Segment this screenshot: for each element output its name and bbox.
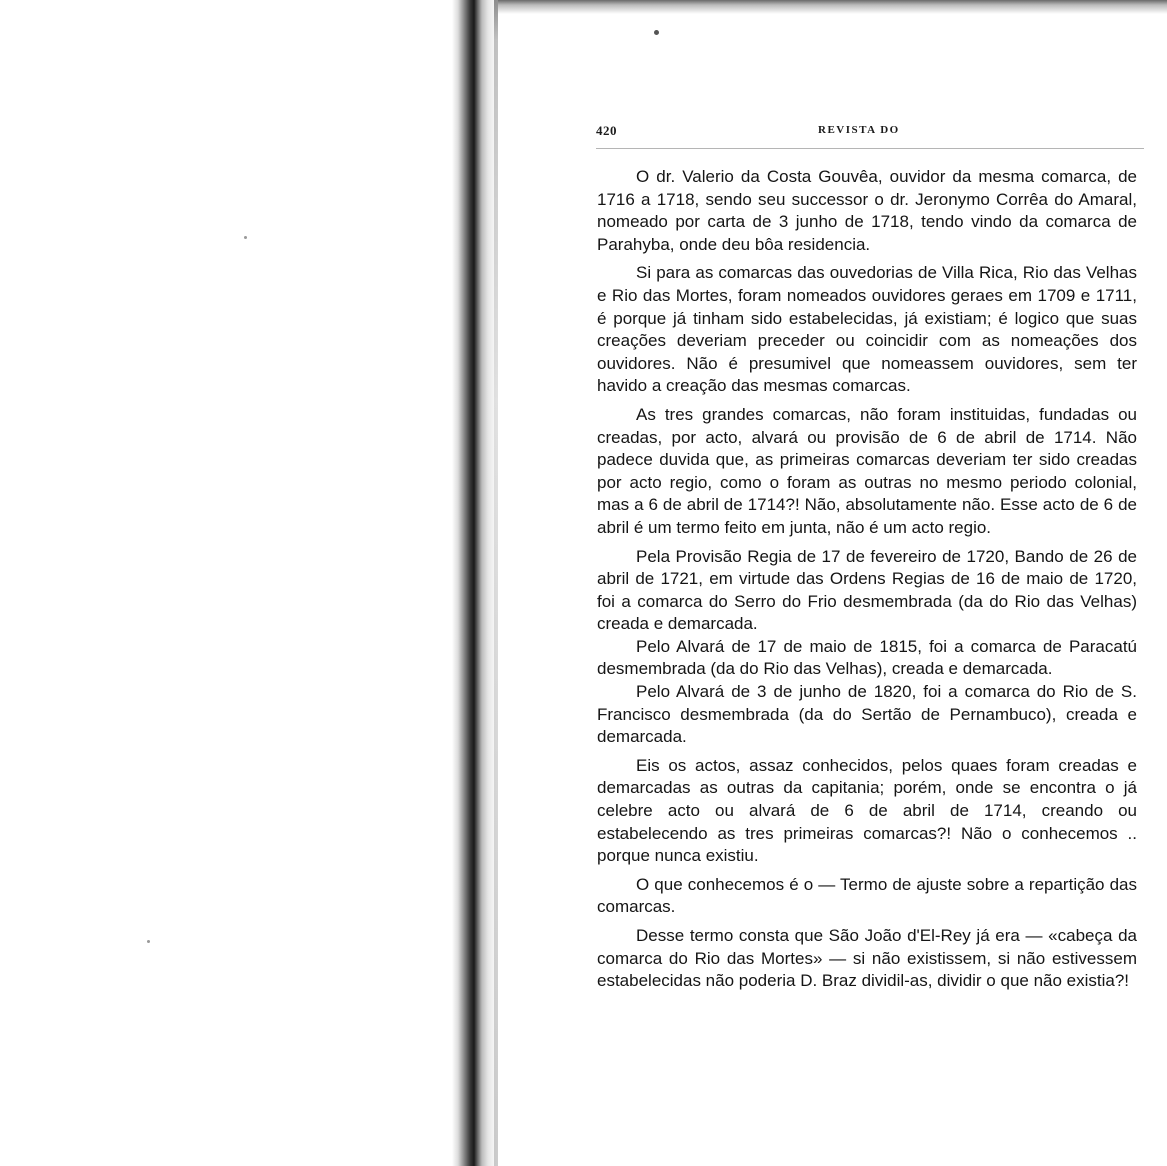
header-rule [596, 148, 1144, 149]
page-number: 420 [596, 123, 617, 138]
paragraph: Eis os actos, assaz conhecidos, pelos quaes foram creadas e demarcadas as outras da capitania; porém, onde se encontra o já celebre acto ou alvará de 6 de abril de 1714, creando ou estabelecendo as tres primeiras comarcas?! Não o conhecemos .. porque nunca existiu. [597, 755, 1137, 866]
blank-left-page [0, 0, 455, 1166]
paragraph: Pela Provisão Regia de 17 de fevereiro de 1720, Bando de 26 de abril de 1721, em virtude das Ordens Regias de 16 de maio de 1720, foi a comarca do Serro do Frio desmembrada (da do Rio das Velhas) creada e demarcada. [597, 546, 1137, 634]
paragraph: Pelo Alvará de 3 de junho de 1820, foi a comarca do Rio de S. Francisco desmembrada (da do Sertão de Pernambuco), creada e demarcada. [597, 682, 1137, 747]
book-binding-gutter [452, 0, 498, 1166]
body-text [597, 166, 1137, 999]
running-header [596, 123, 1144, 141]
ink-mark [654, 30, 659, 35]
page-top-edge-shadow [498, 0, 1167, 14]
paragraph: Desse termo consta que São João d'El-Rey já era — «cabeça da comarca do Rio das Mortes» — si não existissem, si não estivessem estabelecidas não poderia D. Braz dividil-as, dividir o que não existia?! [597, 926, 1137, 991]
paragraph: O que conhecemos é o — Termo de ajuste sobre a repartição das comarcas. [597, 874, 1137, 917]
paper-speck [244, 236, 247, 239]
paper-speck [147, 940, 150, 943]
paragraph: Si para as comarcas das ouvedorias de Villa Rica, Rio das Velhas e Rio das Mortes, foram nomeados ouvidores geraes em 1709 e 1711, é porque já tinham sido estabelecidas, já existiam; é logico que suas creações deveriam preceder ou coincidir com as nomeações dos ouvidores. Não é presumivel que nomeassem ouvidores, sem ter havido a creação das mesmas comarcas. [597, 263, 1137, 396]
paragraph: O dr. Valerio da Costa Gouvêa, ouvidor da mesma comarca, de 1716 a 1718, sendo seu successor o dr. Jeronymo Corrêa do Amaral, nomeado por carta de 3 junho de 1718, tendo vindo da comarca de Parahyba, onde deu bôa residencia. [597, 167, 1137, 254]
paragraph: As tres grandes comarcas, não foram instituidas, fundadas ou creadas, por acto, alvará ou provisão de 6 de abril de 1714. Não padece duvida que, as primeiras comarcas deveriam ter sido creadas por acto regio, como o foram as outras no mesmo periodo colonial, mas a 6 de abril de 1714?! Não, absolutamente não. Esse acto de 6 de abril é um termo feito em junta, não é um acto regio. [597, 404, 1137, 537]
journal-title: REVISTA DO [818, 124, 900, 136]
paragraph: Pelo Alvará de 17 de maio de 1815, foi a comarca de Paracatú desmembrada (da do Rio das Velhas), creada e demarcada. [597, 636, 1137, 679]
